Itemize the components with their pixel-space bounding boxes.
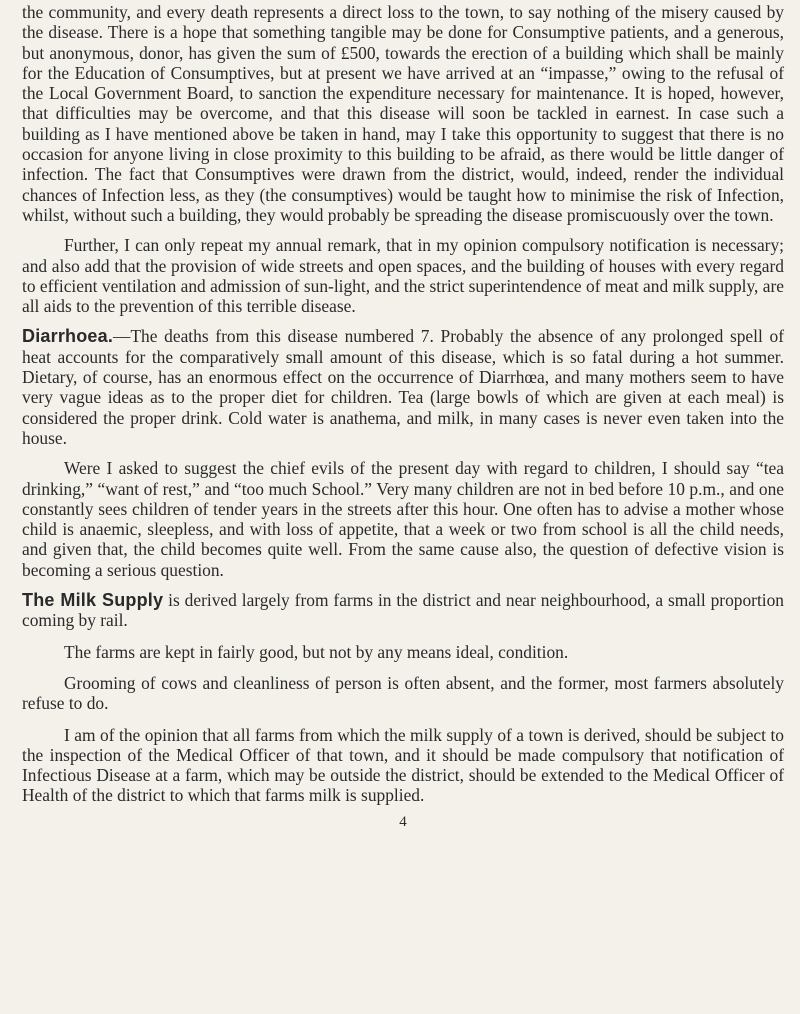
paragraph-diarrhoea-text: —The deaths from this disease numbered 7. Probably the absence of any prolonged spell of heat accounts for the comparatively small amount of this disease, which is so fatal during a hot summer. Dietary, of course, has an enormous effect on the occurrence of Diarrhœa, and many mothers seem to have very vague ideas as to the proper diet for children. Tea (large bowls of which are given at each meal) is considered the proper drink. Cold water is anathema, and milk, in many cases is never even taken into the house. [22, 326, 784, 448]
page-number: 4 [399, 813, 407, 830]
paragraph-milk-supply [22, 590, 784, 631]
section-heading-diarrhoea: Diarrhoea. [22, 326, 114, 347]
paragraph-inspection: I am of the opinion that all farms from which the milk supply of a town is derived, should be subject to the inspection of the Medical Officer of that town, and it should be made compulsory that notification of Infectious Disease at a farm, which may be outside the district, should be extended to the Medical Officer of Health of the district to which that farms milk is supplied. [22, 724, 784, 806]
paragraph-consumption: the community, and every death represents a direct loss to the town, to say nothing of the misery caused by the disease. There is a hope that something tangible may be done for Consumptive patients, and a generous, but anonymous, donor, has given the sum of £500, towards the erection of a building which shall be mainly for the Education of Consumptives, but at present we have arrived at an “impasse,” owing to the refusal of the Local Government Board, to sanction the expenditure necessary for maintenance. It is hoped, however, that difficulties may be overcome, and that this disease will soon be tackled in earnest. In case such a building as I have mentioned above be taken in hand, may I take this opportunity to suggest that there is no occasion for anyone living in close proximity to this building to be afraid, as there would be little danger of infection. The fact that Consumptives were drawn from the district, would, indeed, render the individual chances of Infection less, as they (the consumptives) would be taught how to minimise the risk of Infection, whilst, without such a building, they would probably be spreading the disease promiscuously over the town. [22, 2, 784, 225]
paragraph-children: Were I asked to suggest the chief evils of the present day with regard to children, I should say “tea drinking,” “want of rest,” and “too much School.” Very many children are not in bed before 10 p.m., and one constantly sees children of tender years in the streets after this hour. One often has to advise a mother whose child is anaemic, sleepless, and with loss of appetite, that a week or two from school is all the child needs, and given that, the child becomes quite well. From the same cause also, the question of defective vision is becoming a serious question. [22, 458, 784, 580]
paragraph-notification: Further, I can only repeat my annual remark, that in my opinion compulsory notification is necessary; and also add that the provision of wide streets and open spaces, and the building of houses with every regard to efficient ventilation and admission of sun-light, and the strict superintendence of meat and milk supply, are all aids to the prevention of this terrible disease. [22, 235, 784, 317]
paragraph-milk-supply-text: is derived largely from farms in the district and near neighbourhood, a small proportion coming by rail. [22, 590, 785, 631]
paragraph-farms: The farms are kept in fairly good, but not by any means ideal, condition. [64, 641, 569, 662]
paragraph-diarrhoea [22, 326, 784, 448]
paragraph-grooming: Grooming of cows and cleanliness of person is often absent, and the former, most farmers absolutely refuse to do. [22, 672, 784, 714]
section-heading-milk-supply: The Milk Supply [22, 590, 164, 611]
